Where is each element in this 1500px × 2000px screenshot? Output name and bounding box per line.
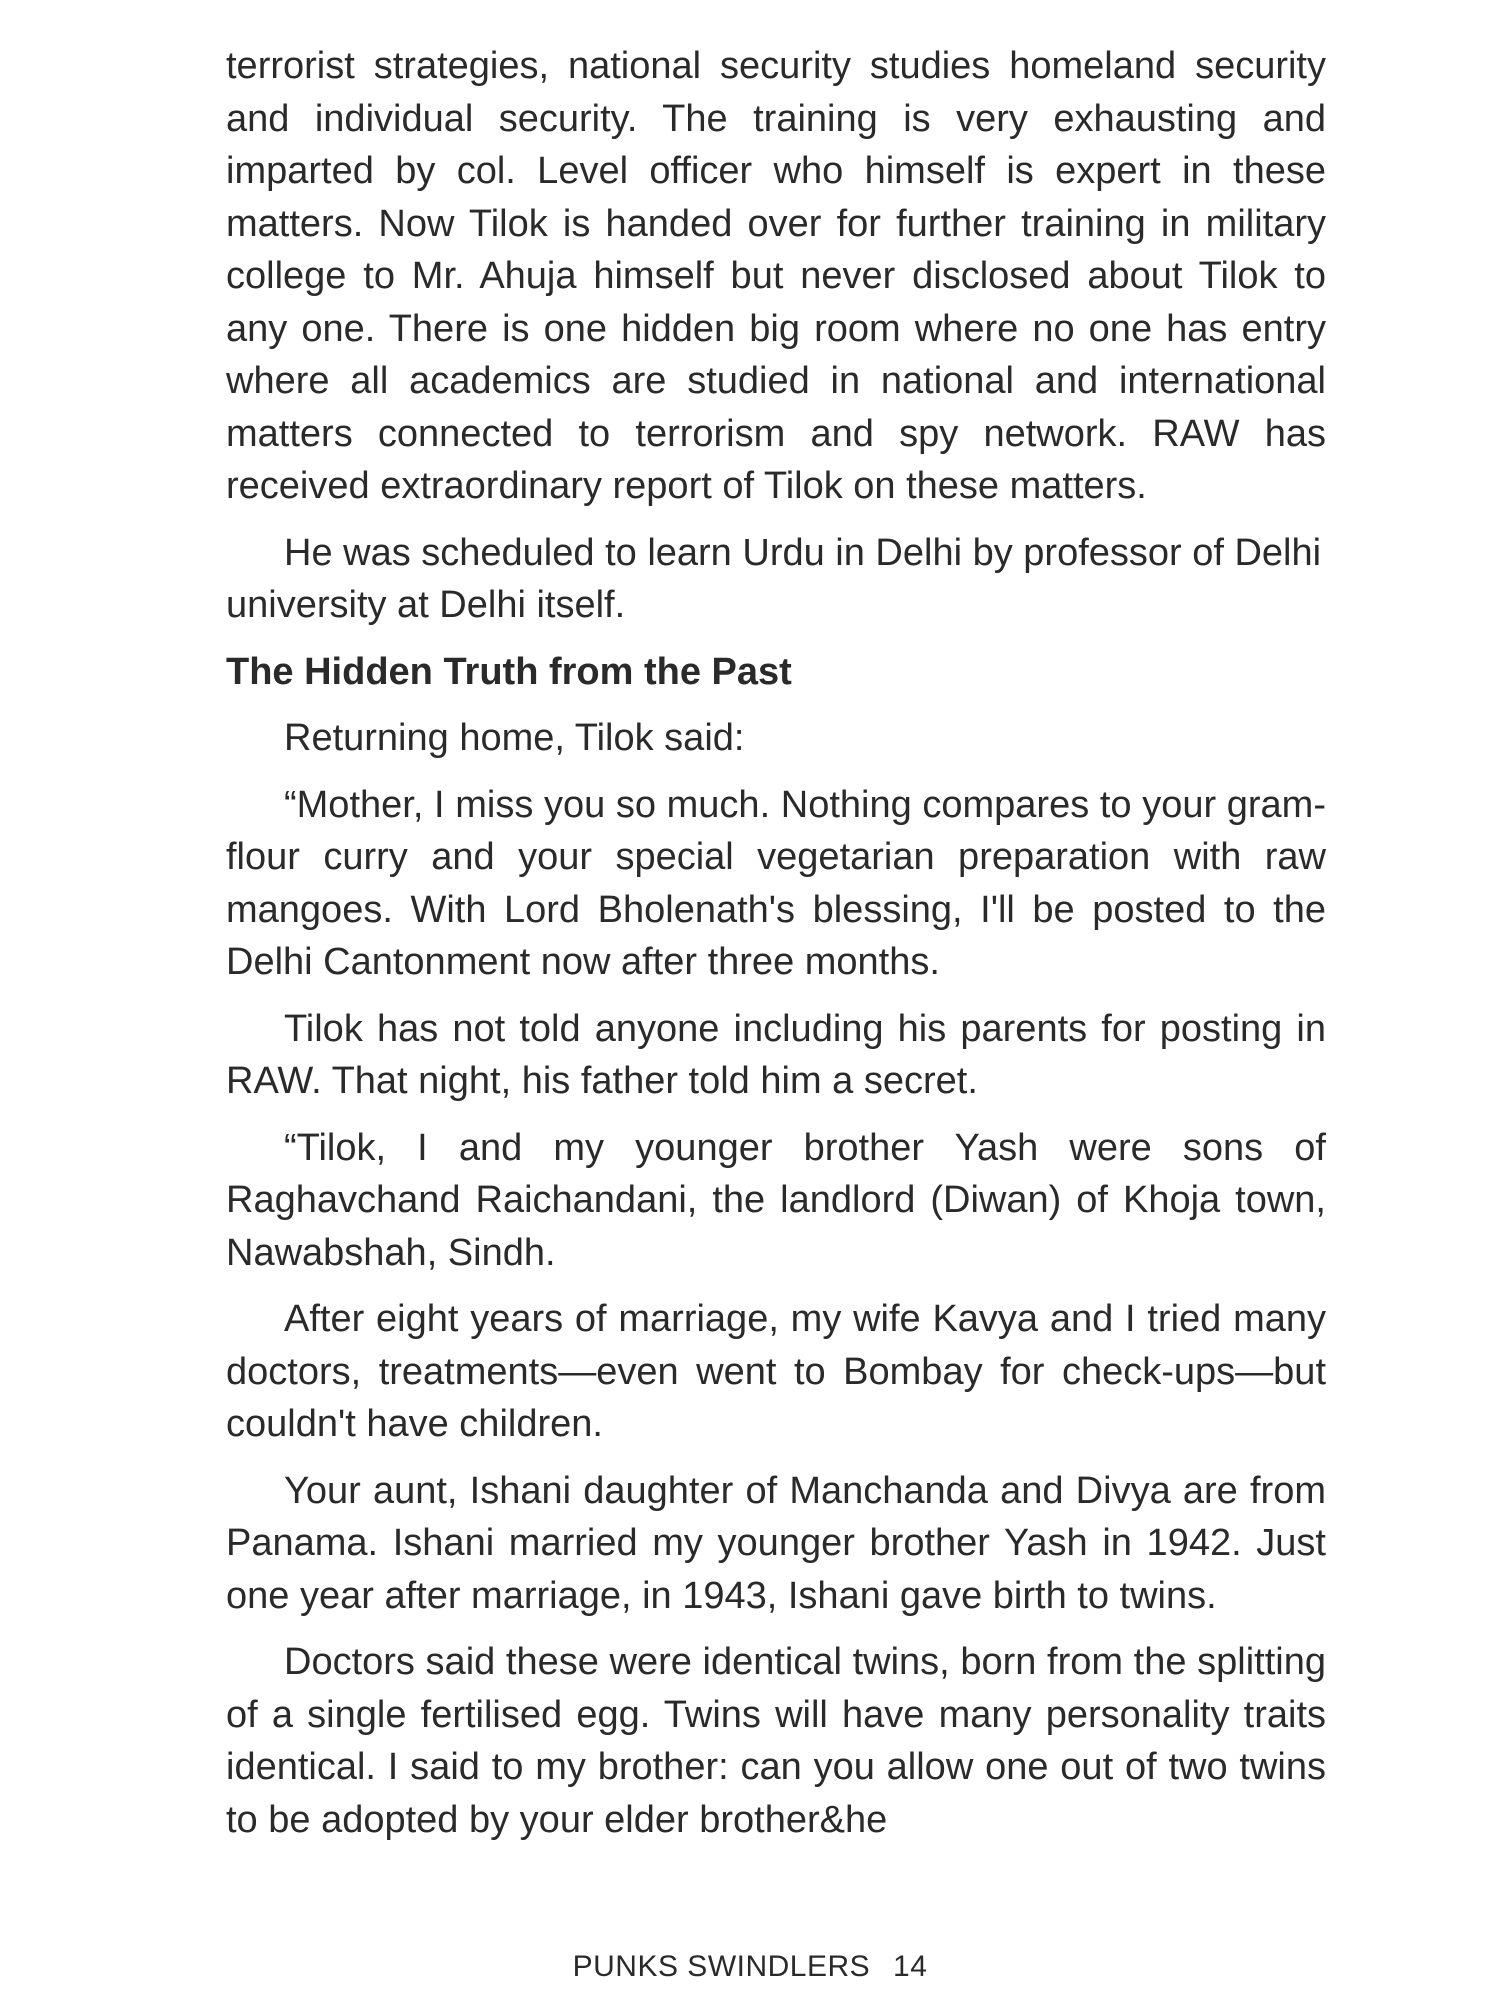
paragraph-mother: “Mother, I miss you so much. Nothing compares to your gram-flour curry and your special vegetarian preparation with raw mangoes. With Lord Bholenath's blessing, I'll be posted to the Delhi Cantonment now after three months.	[226, 783, 1326, 983]
paragraph-twins: Doctors said these were identical twins, born from the splitting of a single fertilised egg. Twins will have many personality traits identical. I said to my brother: can you allow one out of two twins to be adopted by your elder brother&he	[226, 1641, 1326, 1841]
paragraph-secret: Tilok has not told anyone including his parents for posting in RAW. That night, his father told him a secret.	[226, 1007, 1326, 1102]
paragraph-returning-home: Returning home, Tilok said:	[284, 717, 745, 759]
page-body	[226, 40, 1326, 1846]
section-heading: The Hidden Truth from the Past	[226, 650, 792, 693]
footer-page-number: 14	[893, 1950, 928, 1983]
paragraph-marriage: After eight years of marriage, my wife Kavya and I tried many doctors, treatments—even went to Bombay for check-ups—but couldn't have children.	[226, 1298, 1326, 1445]
paragraph-urdu: He was scheduled to learn Urdu in Delhi by professor of Delhi university at Delhi itself.	[226, 531, 1322, 626]
page-footer	[0, 1950, 1500, 1984]
paragraph-sons: “Tilok, I and my younger brother Yash were sons of Raghavchand Raichandani, the landlord (Diwan) of Khoja town, Nawabshah, Sindh.	[226, 1126, 1326, 1274]
paragraph-aunt: Your aunt, Ishani daughter of Manchanda and Divya are from Panama. Ishani married my younger brother Yash in 1942. Just one year after marriage, in 1943, Ishani gave birth to twins.	[226, 1469, 1326, 1617]
footer-book-title: PUNKS SWINDLERS	[572, 1950, 871, 1983]
paragraph-training: terrorist strategies, national security studies homeland security and individual security. The training is very exhausting and imparted by col. Level officer who himself is expert in these matters. Now Tilok is handed over for further training in military college to Mr. Ahuja himself but never disclosed about Tilok to any one. There is one hidden big room where no one has entry where all academics are studied in national and international matters connected to terrorism and spy network. RAW has received extraordinary report of Tilok on these matters.	[226, 45, 1326, 507]
